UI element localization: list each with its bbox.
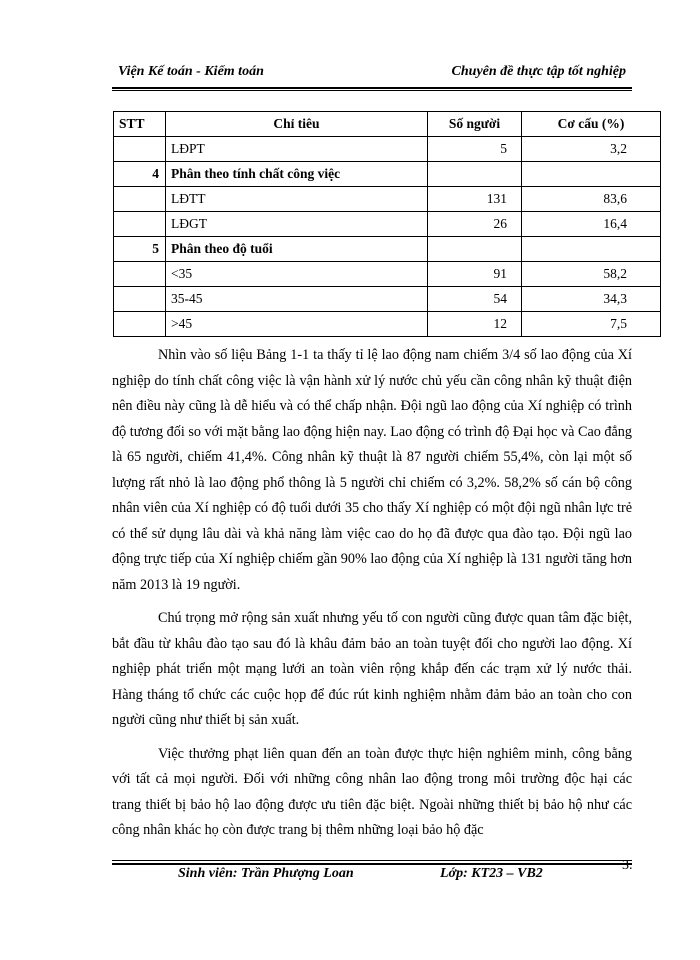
paragraph-analysis: Nhìn vào số liệu Bảng 1-1 ta thấy tỉ lệ lao động nam chiếm 3/4 số lao động của Xí nghiệp do tính chất công việc là vận hành xử lý nước chủ yếu cần công nhân kỹ thuật điện nên điều này cũng là dễ hiểu và có thể chấp nhận. Đội ngũ lao động của Xí nghiệp có trình độ tương đối so với mặt bằng lao động hiện nay. Lao động có trình độ Đại học và Cao đẳng là 65 người, chiếm 41,4%. Công nhân kỹ thuật là 87 người chiếm 55,4%, còn lại một số lượng rất nhỏ là lao động phổ thông là 5 người chỉ chiếm có 3,2%. 58,2% số cán bộ công nhân viên của Xí nghiệp có độ tuổi dưới 35 cho thấy Xí nghiệp có một đội ngũ nhân lực trẻ có thể sử dụng lâu dài và khả năng làm việc cao do họ đã được qua đào tạo. Đội ngũ lao động trực tiếp của Xí nghiệp chiếm gần 90% lao động của Xí nghiệp là 131 người tăng hơn năm 2013 là 19 người. [112, 347, 632, 593]
cell-structure [522, 237, 661, 262]
table-row [114, 287, 661, 312]
cell-structure: 16,4 [522, 212, 661, 237]
col-header-indicator: Chỉ tiêu [166, 112, 428, 137]
table-row [114, 237, 661, 262]
col-header-stt: STT [114, 112, 166, 137]
cell-count: 12 [428, 312, 522, 337]
cell-stt [114, 137, 166, 162]
footer-rule [112, 863, 632, 865]
header-rule-thin [112, 90, 632, 91]
cell-indicator: >45 [166, 312, 428, 337]
table-row [114, 262, 661, 287]
col-header-structure: Cơ cấu (%) [522, 112, 661, 137]
header-institute: Viện Kế toán - Kiểm toán [118, 64, 264, 79]
cell-indicator: Phân theo tính chất công việc [166, 162, 428, 187]
cell-structure [522, 162, 661, 187]
page-number: 3. [622, 858, 633, 873]
table-row [114, 312, 661, 337]
cell-count [428, 237, 522, 262]
cell-count [428, 162, 522, 187]
labor-structure-table [113, 111, 661, 337]
cell-structure: 83,6 [522, 187, 661, 212]
paragraph-rewards: Việc thưởng phạt liên quan đến an toàn được thực hiện nghiêm minh, công bằng với tất cả mọi người. Đối với những công nhân lao động trong môi trường độc hại các trang thiết bị bảo hộ lao động được ưu tiên đặc biệt. Ngoài những thiết bị bảo hộ như các công nhân khác họ còn được trang bị thêm những loại bảo hộ đặc [112, 745, 632, 838]
cell-indicator: LĐTT [166, 187, 428, 212]
cell-indicator: LĐGT [166, 212, 428, 237]
cell-structure: 3,2 [522, 137, 661, 162]
cell-count: 91 [428, 262, 522, 287]
cell-count: 26 [428, 212, 522, 237]
footer-rule-thin [112, 860, 632, 861]
cell-indicator: <35 [166, 262, 428, 287]
cell-count: 54 [428, 287, 522, 312]
footer-student-name: Sinh viên: Trần Phượng Loan [178, 866, 354, 881]
cell-count: 131 [428, 187, 522, 212]
cell-indicator: Phân theo độ tuổi [166, 237, 428, 262]
table-row [114, 137, 661, 162]
paragraph-safety: Chú trọng mở rộng sản xuất nhưng yếu tố con người cũng được quan tâm đặc biệt, bắt đầu từ khâu đào tạo sau đó là khâu đảm bảo an toàn tuyệt đối cho người lao động. Xí nghiệp phát triển một mạng lưới an toàn viên rộng khắp đến các trạm xử lý nước thải. Hàng tháng tổ chức các cuộc họp để đúc rút kinh nghiệm nhằm đảm bảo an toàn cho con người cũng như thiết bị sản xuất. [112, 610, 632, 728]
header-rule [112, 87, 632, 89]
header-report-title: Chuyên đề thực tập tốt nghiệp [451, 64, 626, 79]
cell-stt [114, 187, 166, 212]
cell-indicator: 35-45 [166, 287, 428, 312]
cell-stt [114, 312, 166, 337]
cell-stt [114, 212, 166, 237]
cell-structure: 34,3 [522, 287, 661, 312]
page-header [118, 62, 626, 84]
cell-count: 5 [428, 137, 522, 162]
cell-structure: 58,2 [522, 262, 661, 287]
cell-stt [114, 287, 166, 312]
table-row [114, 212, 661, 237]
cell-indicator: LĐPT [166, 137, 428, 162]
table-row [114, 187, 661, 212]
cell-stt: 5 [114, 237, 166, 262]
table-header-row [114, 112, 661, 137]
col-header-count: Số người [428, 112, 522, 137]
footer-class: Lớp: KT23 – VB2 [440, 866, 543, 881]
body-text [112, 343, 632, 852]
cell-structure: 7,5 [522, 312, 661, 337]
cell-stt [114, 262, 166, 287]
cell-stt: 4 [114, 162, 166, 187]
table-row [114, 162, 661, 187]
